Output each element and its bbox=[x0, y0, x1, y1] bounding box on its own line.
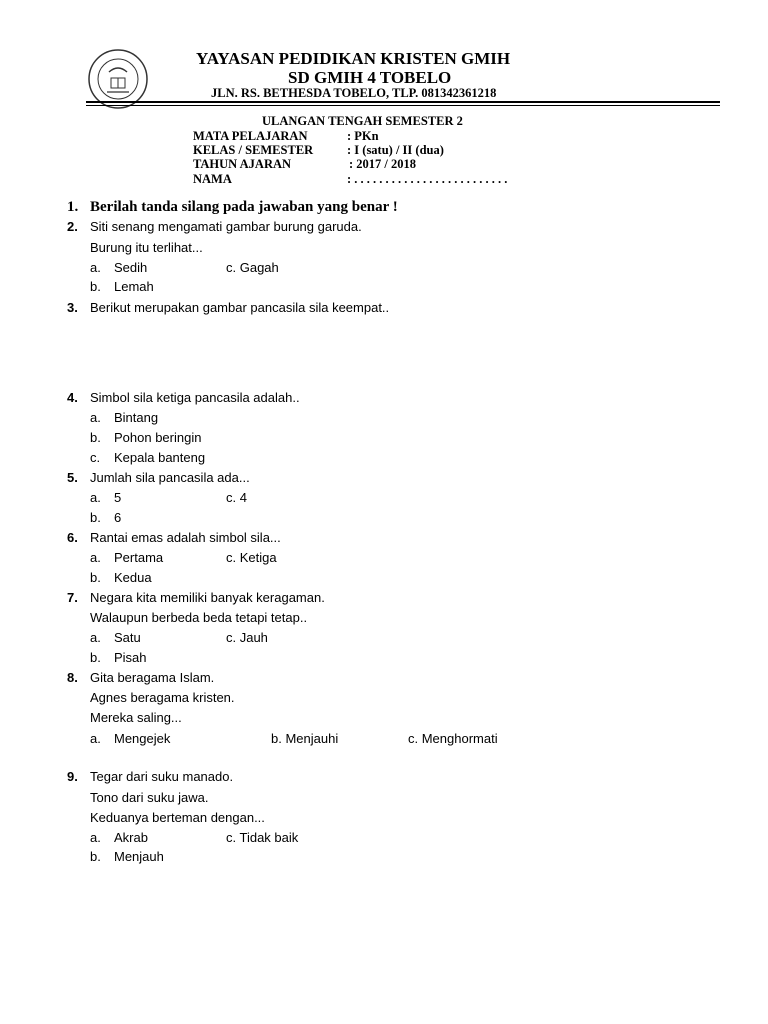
q8-option-c: c. Menghormati bbox=[408, 731, 498, 746]
q9-option-b: Menjauh bbox=[114, 849, 164, 864]
q7-line2: Walaupun berbeda beda tetapi tetap.. bbox=[90, 610, 308, 625]
header-school-name: SD GMIH 4 TOBELO bbox=[288, 68, 452, 87]
info-value-name: : . . . . . . . . . . . . . . . . . . . . . . . . . bbox=[347, 172, 508, 186]
info-label-year: TAHUN AJARAN bbox=[193, 157, 292, 171]
q9-number: 9. bbox=[67, 769, 78, 784]
q8-letter-a: a. bbox=[90, 731, 101, 746]
info-label-subject: MATA PELAJARAN bbox=[193, 129, 308, 143]
q2-option-a: Sedih bbox=[114, 260, 148, 275]
q3-number: 3. bbox=[67, 300, 78, 315]
q5-option-b: 6 bbox=[114, 510, 122, 525]
q5-option-c: c. 4 bbox=[226, 490, 247, 505]
q4-option-c: Kepala banteng bbox=[114, 450, 206, 465]
q6-number: 6. bbox=[67, 530, 78, 545]
q5-line1: Jumlah sila pancasila ada... bbox=[90, 470, 250, 485]
info-label-name: NAMA bbox=[193, 172, 232, 186]
q5-option-a: 5 bbox=[114, 490, 122, 505]
q5-letter-b: b. bbox=[90, 510, 101, 525]
q9-line3: Keduanya berteman dengan... bbox=[90, 810, 265, 825]
q8-option-a: Mengejek bbox=[114, 731, 171, 746]
q4-letter-c: c. bbox=[90, 450, 101, 465]
q8-line3: Mereka saling... bbox=[90, 710, 182, 725]
exam-title: ULANGAN TENGAH SEMESTER 2 bbox=[262, 114, 463, 128]
info-label-class: KELAS / SEMESTER bbox=[193, 143, 314, 157]
q3-line1: Berikut merupakan gambar pancasila sila keempat.. bbox=[90, 300, 390, 315]
q7-option-b: Pisah bbox=[114, 650, 147, 665]
q9-letter-b: b. bbox=[90, 849, 101, 864]
q8-line1: Gita beragama Islam. bbox=[90, 670, 215, 685]
q7-option-c: c. Jauh bbox=[226, 630, 268, 645]
q2-number: 2. bbox=[67, 219, 78, 234]
q4-number: 4. bbox=[67, 390, 78, 405]
q9-line2: Tono dari suku jawa. bbox=[90, 790, 209, 805]
q4-line1: Simbol sila ketiga pancasila adalah.. bbox=[90, 390, 300, 405]
q6-letter-b: b. bbox=[90, 570, 101, 585]
q6-option-b: Kedua bbox=[114, 570, 152, 585]
q9-letter-a: a. bbox=[90, 830, 101, 845]
q9-option-a: Akrab bbox=[114, 830, 148, 845]
q7-number: 7. bbox=[67, 590, 78, 605]
info-value-subject: : PKn bbox=[347, 129, 379, 143]
info-value-class: : I (satu) / II (dua) bbox=[347, 143, 444, 157]
q2-line2: Burung itu terlihat... bbox=[90, 240, 203, 255]
q9-option-c: c. Tidak baik bbox=[226, 830, 299, 845]
q2-letter-b: b. bbox=[90, 279, 101, 294]
q6-line1: Rantai emas adalah simbol sila... bbox=[90, 530, 281, 545]
header-address: JLN. RS. BETHESDA TOBELO, TLP. 081342361218 bbox=[211, 86, 497, 100]
q7-letter-a: a. bbox=[90, 630, 101, 645]
q6-option-c: c. Ketiga bbox=[226, 550, 277, 565]
header-foundation-name: YAYASAN PEDIDIKAN KRISTEN GMIH bbox=[196, 49, 511, 68]
q6-option-a: Pertama bbox=[114, 550, 164, 565]
q8-number: 8. bbox=[67, 670, 78, 685]
q7-line1: Negara kita memiliki banyak keragaman. bbox=[90, 590, 325, 605]
header-divider-thick bbox=[86, 101, 720, 103]
q7-letter-b: b. bbox=[90, 650, 101, 665]
instruction-text: Berilah tanda silang pada jawaban yang benar ! bbox=[90, 199, 398, 215]
q6-letter-a: a. bbox=[90, 550, 101, 565]
info-value-year: : 2017 / 2018 bbox=[349, 157, 417, 171]
q5-number: 5. bbox=[67, 470, 78, 485]
q4-option-a: Bintang bbox=[114, 410, 159, 425]
q4-letter-b: b. bbox=[90, 430, 101, 445]
q4-option-b: Pohon beringin bbox=[114, 430, 202, 445]
q2-option-b: Lemah bbox=[114, 279, 154, 294]
q8-option-b: b. Menjauhi bbox=[271, 731, 339, 746]
header-divider-thin bbox=[86, 105, 720, 106]
q5-letter-a: a. bbox=[90, 490, 101, 505]
q2-line1: Siti senang mengamati gambar burung garuda. bbox=[90, 219, 362, 234]
q8-line2: Agnes beragama kristen. bbox=[90, 690, 235, 705]
q2-option-c: c. Gagah bbox=[226, 260, 279, 275]
q7-option-a: Satu bbox=[114, 630, 141, 645]
q2-letter-a: a. bbox=[90, 260, 101, 275]
q9-line1: Tegar dari suku manado. bbox=[90, 769, 234, 784]
instruction-number: 1. bbox=[67, 199, 79, 215]
q4-letter-a: a. bbox=[90, 410, 101, 425]
